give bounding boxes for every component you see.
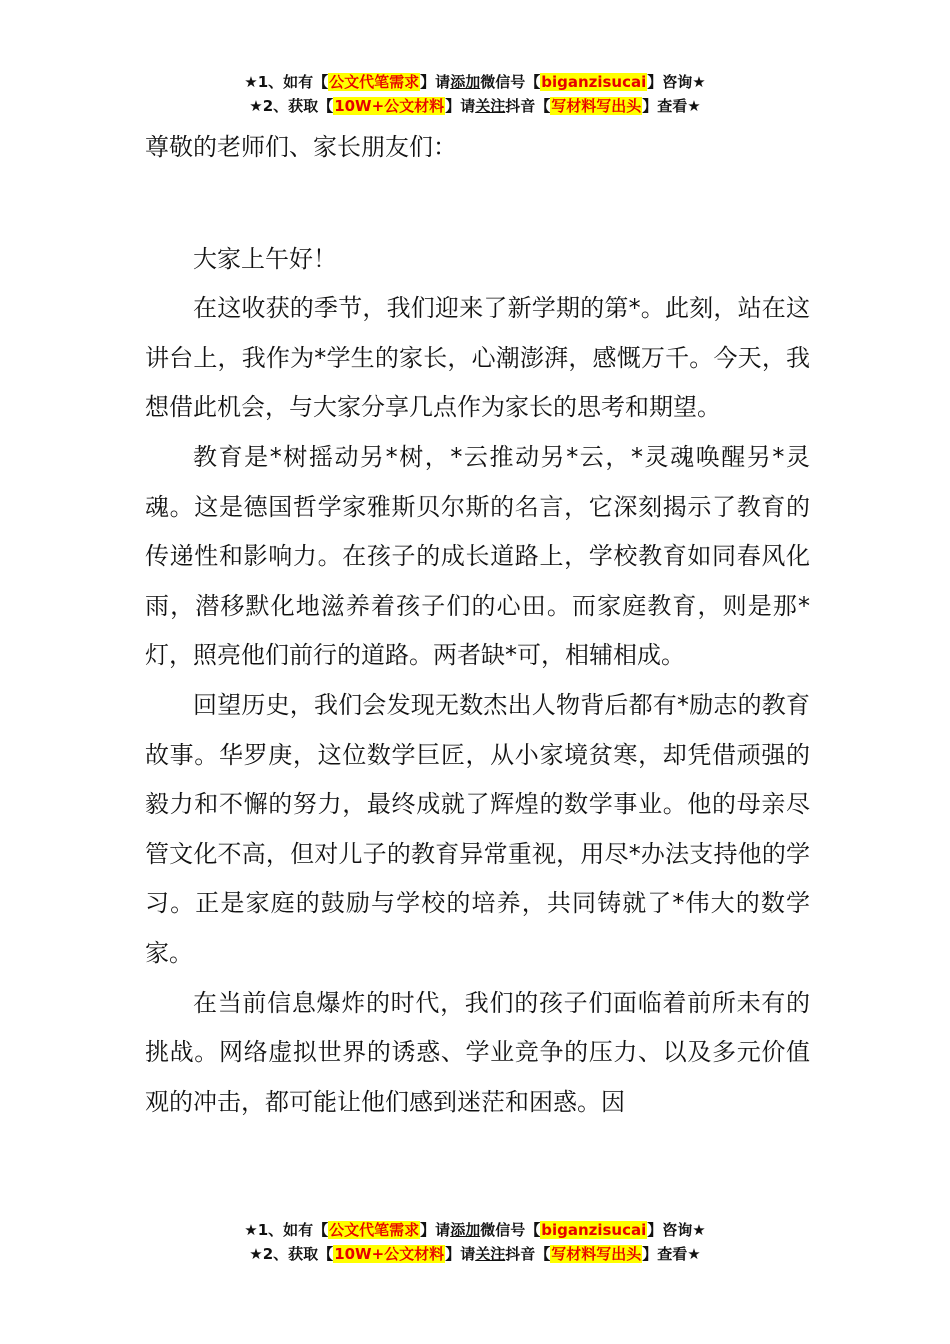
paragraph: 教育是*树摇动另*树，*云推动另*云，*灵魂唤醒另*灵魂。这是德国哲学家雅斯贝尔斯的名言，它深刻揭示了教育的传递性和影响力。在孩子的成长道路上，学校教育如同春风化雨，潜移默化地滋养着孩子们的心田。而家庭教育，则是那*灯，照亮他们前行的道路。两者缺*可，相辅相成。 bbox=[145, 442, 810, 670]
banner-text: ★1、如有【 bbox=[244, 73, 329, 91]
banner-highlight: 10W+公文材料 bbox=[334, 1245, 445, 1263]
banner-highlight: biganzisucai bbox=[541, 1221, 647, 1239]
paragraph: 回望历史，我们会发现无数杰出人物背后都有*励志的教育故事。华罗庚，这位数学巨匠，从小家境贫寒，却凭借顽强的毅力和不懈的努力，最终成就了辉煌的数学事业。他的母亲尽管文化不高，但对儿子的教育异常重视，用尽*办法支持他的学习。正是家庭的鼓励与学校的培养，共同铸就了*伟大的数学家。 bbox=[145, 690, 810, 967]
banner-text: ★1、如有【 bbox=[244, 1221, 329, 1239]
header-banner bbox=[0, 70, 950, 118]
banner-text: 】查看★ bbox=[642, 1245, 701, 1263]
banner-underline: 添加 bbox=[450, 73, 481, 91]
banner-highlight: 写材料写出头 bbox=[551, 1245, 642, 1263]
banner-text: 】咨询★ bbox=[647, 1221, 706, 1239]
banner-text: 】咨询★ bbox=[647, 73, 706, 91]
greeting: 大家上午好！ bbox=[193, 244, 337, 273]
blank-line bbox=[145, 173, 810, 235]
banner-text: 微信号【 bbox=[480, 73, 541, 91]
banner-text: ★2、获取【 bbox=[249, 1245, 334, 1263]
banner-underline: 关注 bbox=[475, 1245, 506, 1263]
banner-underline: 关注 bbox=[475, 97, 506, 115]
banner-highlight: biganzisucai bbox=[541, 73, 647, 91]
banner-text: 微信号【 bbox=[480, 1221, 541, 1239]
footer-banner bbox=[0, 1218, 950, 1266]
paragraph: 在这收获的季节，我们迎来了新学期的第*。此刻，站在这讲台上，我作为*学生的家长，心潮澎湃，感慨万千。今天，我想借此机会，与大家分享几点作为家长的思考和期望。 bbox=[145, 294, 810, 422]
banner-text: 抖音【 bbox=[505, 1245, 551, 1263]
banner-text: 】请 bbox=[445, 97, 476, 115]
banner-text: 】请 bbox=[445, 1245, 476, 1263]
banner-line-1 bbox=[0, 1218, 950, 1242]
banner-highlight: 10W+公文材料 bbox=[334, 97, 445, 115]
banner-highlight: 公文代笔需求 bbox=[329, 73, 420, 91]
document-body bbox=[145, 123, 810, 1127]
salutation: 尊敬的老师们、家长朋友们： bbox=[145, 133, 457, 161]
banner-underline: 添加 bbox=[450, 1221, 481, 1239]
banner-text: 】查看★ bbox=[642, 97, 701, 115]
banner-highlight: 公文代笔需求 bbox=[329, 1221, 420, 1239]
banner-line-2 bbox=[0, 1242, 950, 1266]
paragraph: 在当前信息爆炸的时代，我们的孩子们面临着前所未有的挑战。网络虚拟世界的诱惑、学业竞争的压力、以及多元价值观的冲击，都可能让他们感到迷茫和困惑。因 bbox=[145, 988, 810, 1116]
banner-line-1 bbox=[0, 70, 950, 94]
banner-text: 】请 bbox=[420, 1221, 451, 1239]
banner-highlight: 写材料写出头 bbox=[551, 97, 642, 115]
banner-text: 】请 bbox=[420, 73, 451, 91]
banner-text: ★2、获取【 bbox=[249, 97, 334, 115]
banner-line-2 bbox=[0, 94, 950, 118]
banner-text: 抖音【 bbox=[505, 97, 551, 115]
